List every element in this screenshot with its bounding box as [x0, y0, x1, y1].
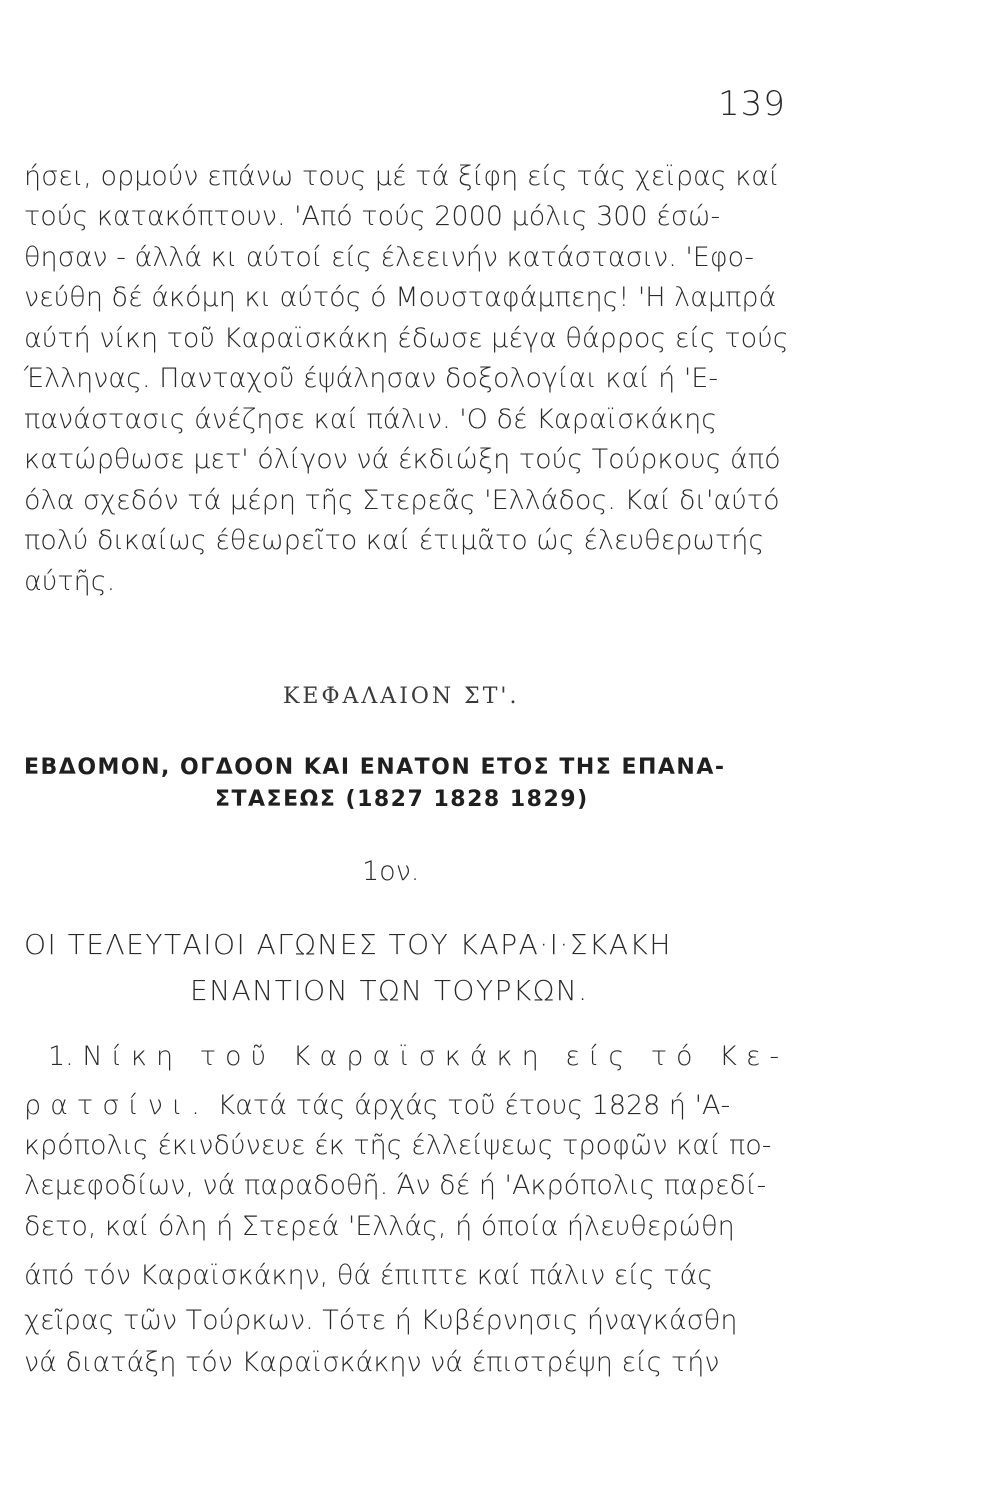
text-line: χεῖρας τῶν Τούρκων. Τότε ή Κυβέρνησις ήναγκάσθη	[24, 1305, 738, 1336]
chapter-title-line: ΣΤΑΣΕΩΣ (1827 1828 1829)	[215, 787, 589, 812]
text-line: πολύ δικαίως έθεωρεῖτο καί έτιμᾶτο ώς έλευθερωτής	[24, 525, 765, 556]
text-line: νεύθη δέ άκόμη κι αύτός ό Μουσταφάμπεης! 'Η λαμπρά	[24, 282, 777, 313]
page-number: 139	[718, 84, 786, 124]
text-line: ήσει, ορμούν επάνω τους μέ τά ξίφη είς τάς χεϊρας καί	[24, 161, 780, 192]
text-line: πανάστασις άνέζησε καί πάλιν. 'Ο δέ Καραϊσκάκης	[24, 404, 718, 435]
text-line	[24, 1086, 814, 1126]
text-line: όλα σχεδόν τά μέρη τῆς Στερεᾶς 'Ελλάδος. Καί δι'αύτό	[24, 485, 780, 516]
text-line: δετο, καί όλη ή Στερεά 'Ελλάς, ή όποία ήλευθερώθη	[24, 1211, 735, 1242]
text-line: Έλληνας. Πανταχοῦ έψάλησαν δοξολογίαι καί ή 'Ε-	[24, 363, 719, 394]
text-line: θησαν - άλλά κι αύτοί είς έλεεινήν κατάστασιν. 'Εφο-	[24, 242, 754, 273]
text-line: κρόπολις έκινδύνευε έκ τῆς έλλείψεως τροφῶν καί πο-	[24, 1130, 772, 1161]
text-run: Κατά τάς άρχάς τοῦ έτους 1828 ή 'Α-	[208, 1090, 731, 1121]
section-number: 1ον.	[362, 856, 420, 887]
section-title-line: ΟΙ ΤΕΛΕΥΤΑΙΟΙ ΑΓΩΝΕΣ ΤΟΥ ΚΑΡΑ·Ι·ΣΚΑΚΗ	[24, 928, 672, 961]
subsection-heading: ρατσίνι.	[24, 1090, 209, 1121]
chapter-title-line: ΕΒΔΟΜΟΝ, ΟΓΔΟΟΝ ΚΑΙ ΕΝΑΤΟΝ ΕΤΟΣ ΤΗΣ ΕΠΑΝΑ-	[24, 755, 726, 780]
text-line: αύτῆς.	[24, 566, 116, 597]
text-line: κατώρθωσε μετ' όλίγον νά έκδιώξη τούς Τούρκους άπό	[24, 444, 781, 475]
section-title-line: ΕΝΑΝΤΙΟΝ ΤΩΝ ΤΟΥΡΚΩΝ.	[190, 974, 589, 1007]
text-line: νά διατάξη τόν Καραϊσκάκην νά έπιστρέψη είς τήν	[24, 1347, 720, 1378]
subsection-heading: Νίκη τοῦ Καραϊσκάκη είς τό Κε-	[82, 1041, 789, 1072]
subsection-number: 1.	[48, 1041, 74, 1072]
text-line: άπό τόν Καραϊσκάκην, θά έπιπτε καί πάλιν είς τάς	[24, 1260, 714, 1291]
text-line: λεμεφοδίων, νά παραδοθῆ. Άν δέ ή 'Ακρόπολις παρεδί-	[24, 1170, 767, 1201]
text-line: αύτή νίκη τοῦ Καραϊσκάκη έδωσε μέγα θάρρος είς τούς	[24, 323, 789, 354]
chapter-label: ΚΕΦΑΛΑΙΟΝ ΣΤ'.	[283, 684, 520, 709]
text-line: τούς κατακόπτουν. 'Από τούς 2000 μόλις 300 έσώ-	[24, 201, 721, 232]
subsection-heading-line	[48, 1037, 818, 1077]
